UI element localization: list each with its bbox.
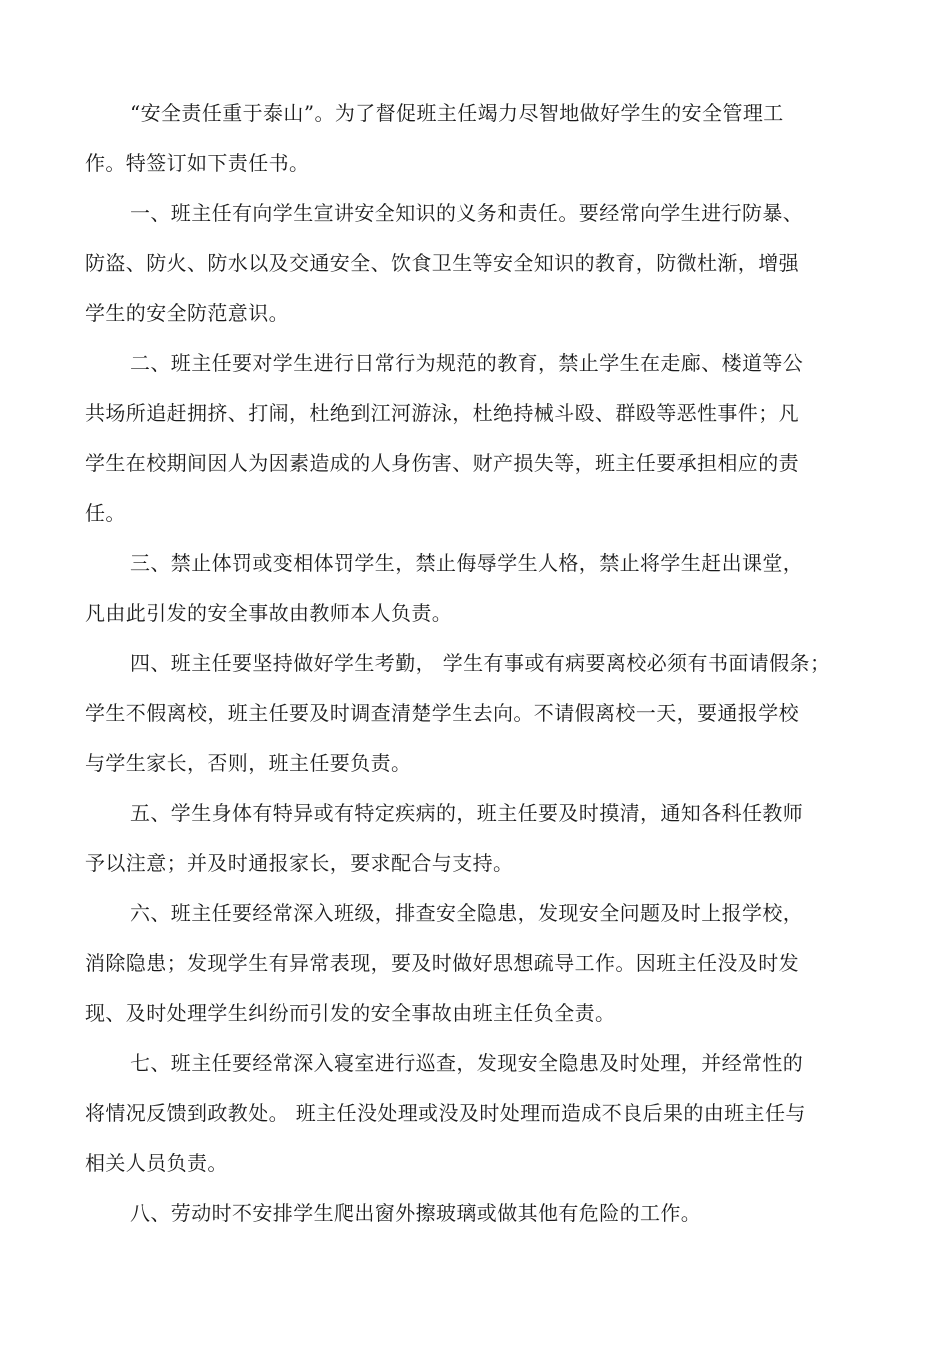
paragraph-line: 将情况反馈到政教处。 班主任没处理或没及时处理而造成不良后果的由班主任与 bbox=[85, 1101, 806, 1125]
paragraph-line: 予以注意；并及时通报家长，要求配合与支持。 bbox=[85, 851, 514, 875]
paragraph-line: 与学生家长，否则，班主任要负责。 bbox=[85, 751, 412, 775]
paragraph-line: 四、班主任要坚持做好学生考勤， 学生有事或有病要离校必须有书面请假条； bbox=[130, 651, 831, 675]
paragraph-line: 三、禁止体罚或变相体罚学生，禁止侮辱学生人格，禁止将学生赶出课堂， bbox=[130, 551, 804, 575]
paragraph-line: 六、班主任要经常深入班级，排查安全隐患，发现安全问题及时上报学校， bbox=[130, 901, 804, 925]
paragraph-line: 作。特签订如下责任书。 bbox=[85, 151, 310, 175]
paragraph-line: 七、班主任要经常深入寝室进行巡查，发现安全隐患及时处理，并经常性的 bbox=[130, 1051, 804, 1075]
paragraph-line: 现、及时处理学生纠纷而引发的安全事故由班主任负全责。 bbox=[85, 1001, 616, 1025]
paragraph-line: 共场所追赶拥挤、打闹，杜绝到江河游泳，杜绝持械斗殴、群殴等恶性事件；凡 bbox=[85, 401, 799, 425]
paragraph-line: 学生的安全防范意识。 bbox=[85, 301, 289, 325]
paragraph-line: 八、劳动时不安排学生爬出窗外擦玻璃或做其他有危险的工作。 bbox=[130, 1201, 702, 1225]
paragraph-line: 学生在校期间因人为因素造成的人身伤害、财产损失等，班主任要承担相应的责 bbox=[85, 451, 799, 475]
paragraph-line: 任。 bbox=[85, 501, 126, 525]
paragraph-line: 防盗、防火、防水以及交通安全、饮食卫生等安全知识的教育，防微杜渐，增强 bbox=[85, 251, 799, 275]
paragraph-line: 五、学生身体有特异或有特定疾病的，班主任要及时摸清，通知各科任教师 bbox=[130, 801, 804, 825]
paragraph-line: 学生不假离校，班主任要及时调查清楚学生去向。不请假离校一天，要通报学校 bbox=[85, 701, 799, 725]
paragraph-line: 二、班主任要对学生进行日常行为规范的教育，禁止学生在走廊、楼道等公 bbox=[130, 351, 804, 375]
paragraph-line: 凡由此引发的安全事故由教师本人负责。 bbox=[85, 601, 453, 625]
paragraph-line: 相关人员负责。 bbox=[85, 1151, 228, 1175]
paragraph-line: 消除隐患；发现学生有异常表现，要及时做好思想疏导工作。因班主任没及时发 bbox=[85, 951, 799, 975]
paragraph-line: 一、班主任有向学生宣讲安全知识的义务和责任。要经常向学生进行防暴、 bbox=[130, 201, 804, 225]
paragraph-line: “安全责任重于泰山”。为了督促班主任竭力尽智地做好学生的安全管理工 bbox=[130, 101, 784, 125]
